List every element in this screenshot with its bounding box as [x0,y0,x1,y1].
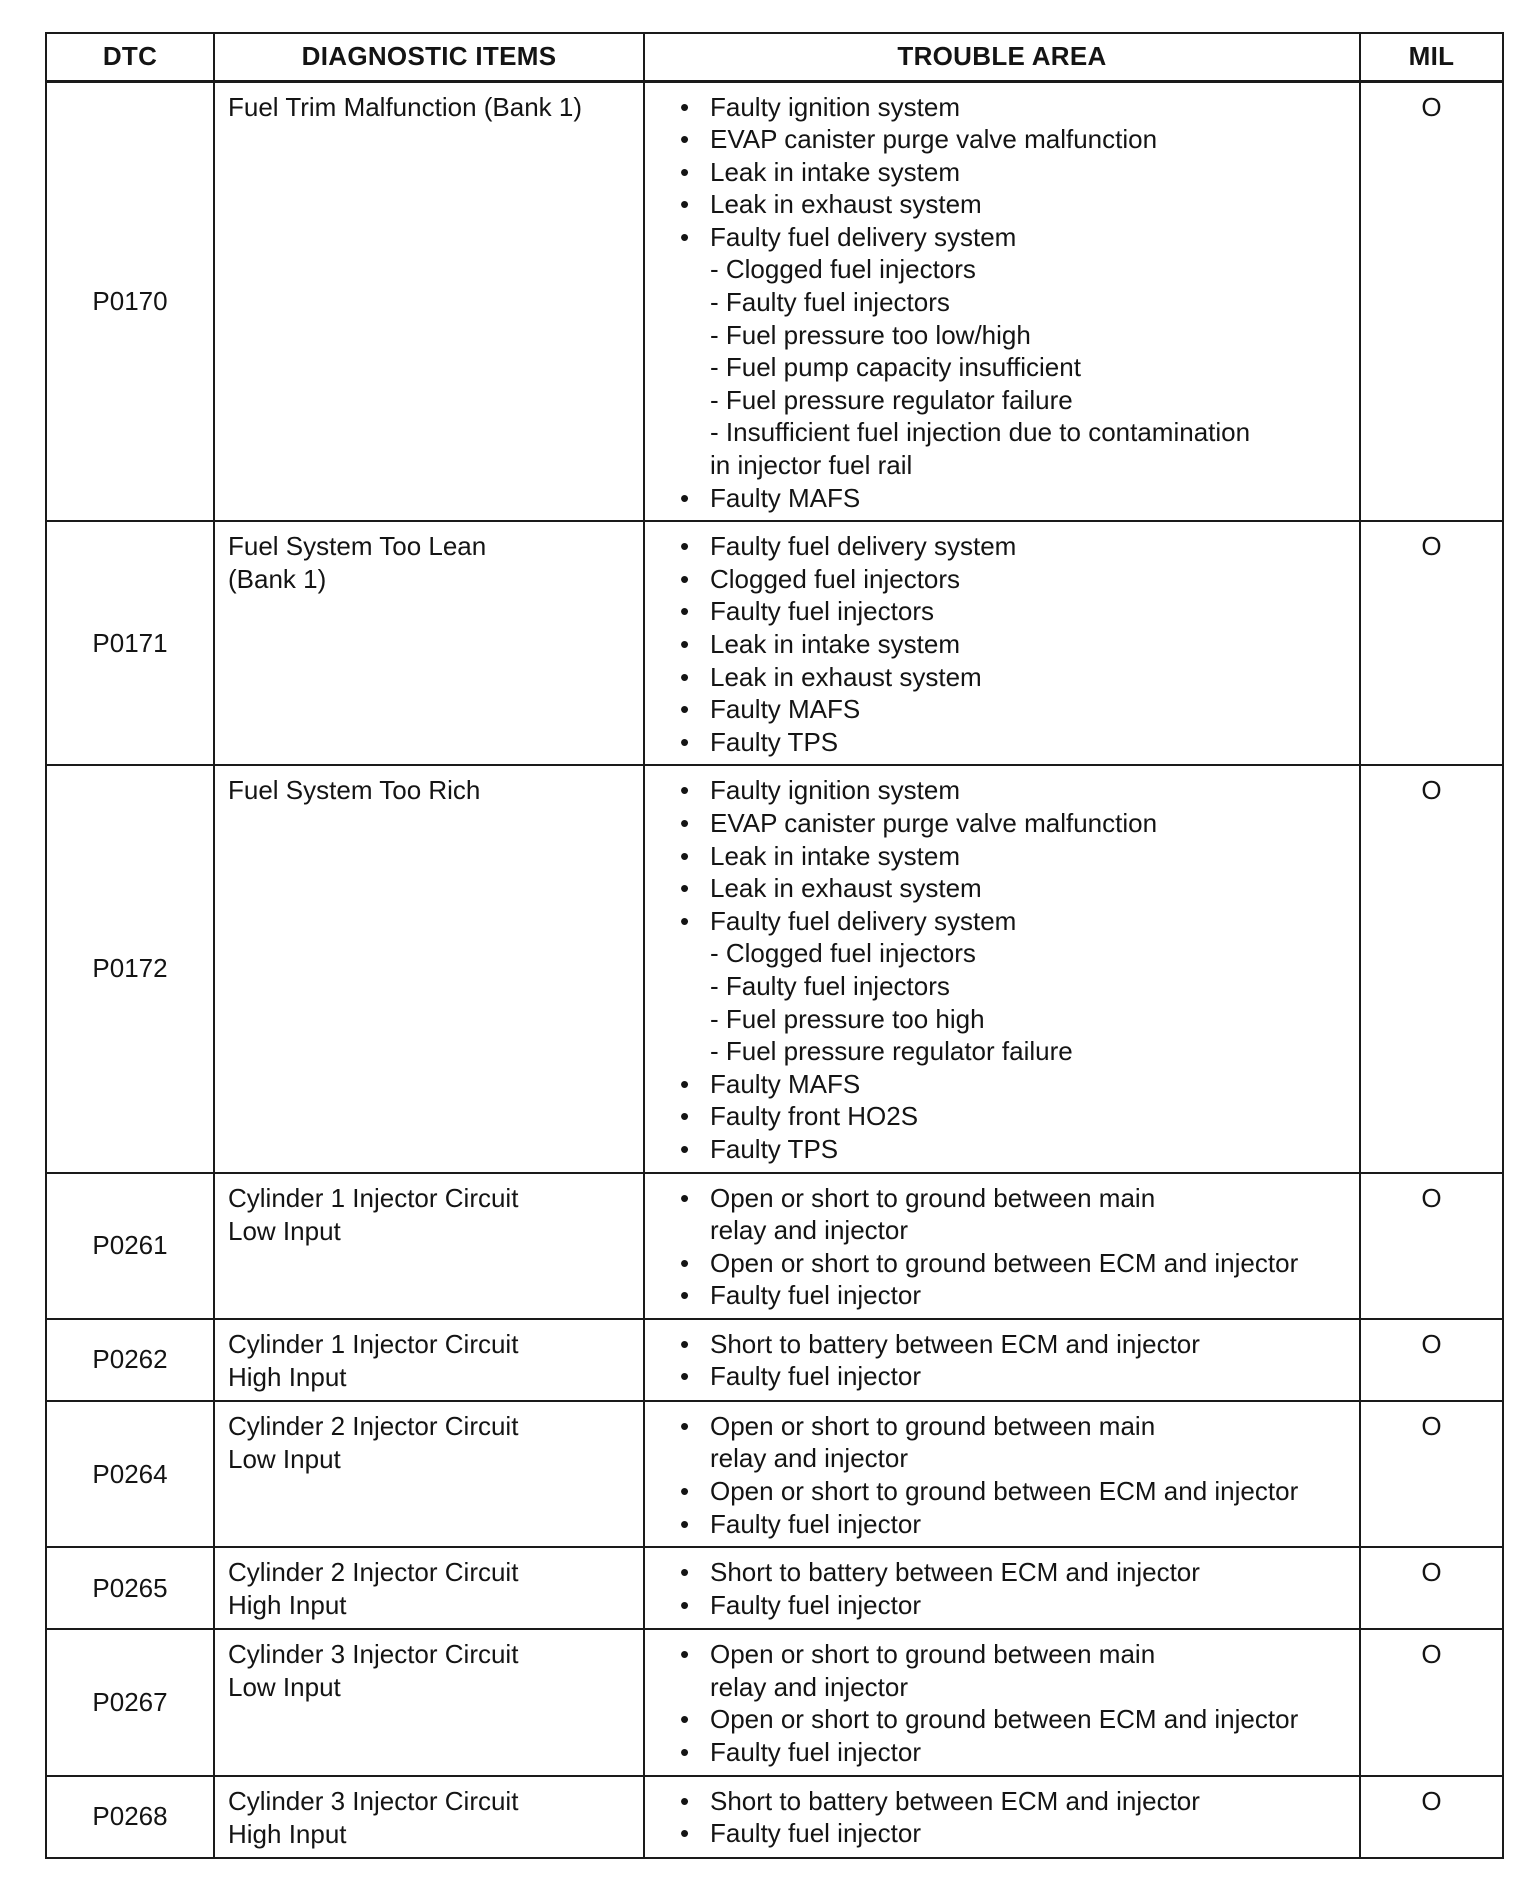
trouble-area-item: • Faulty MAFS [678,693,1351,726]
header-dtc: DTC [46,33,214,81]
trouble-area-item: • Faulty fuel injector [678,1736,1351,1769]
dtc-code: P0171 [46,521,214,765]
diagnostic-item: Cylinder 1 Injector Circuit Low Input [214,1173,644,1319]
diagnostic-item: Cylinder 2 Injector Circuit Low Input [214,1401,644,1547]
trouble-area [644,1776,1360,1858]
trouble-area-list [678,774,1351,1165]
trouble-area-item: • EVAP canister purge valve malfunction [678,123,1351,156]
trouble-area-subitem: - Faulty fuel injectors [710,287,950,318]
trouble-area-list [678,1410,1351,1540]
trouble-area-item: • Leak in exhaust system [678,661,1351,694]
trouble-area-subitem: - Fuel pressure regulator failure [710,384,1073,415]
trouble-area-list [678,1638,1351,1768]
mil-indicator: O [1360,1547,1503,1629]
trouble-area-subitem: - Fuel pressure too high [710,1003,985,1034]
trouble-area-subitem: - Faulty fuel injectors [710,970,950,1001]
trouble-area-item: • Faulty MAFS [678,482,1351,515]
trouble-area-item: • Open or short to ground between main [678,1638,1351,1671]
trouble-area-item: • Faulty fuel injector [678,1508,1351,1541]
table-row [46,1547,1503,1629]
dtc-code: P0267 [46,1629,214,1775]
trouble-area-subitem: - Clogged fuel injectors [710,254,976,285]
dtc-code: P0172 [46,765,214,1172]
trouble-area-item: • Open or short to ground between main [678,1410,1351,1443]
table-row [46,1401,1503,1547]
dtc-code: P0262 [46,1319,214,1401]
trouble-area [644,1319,1360,1401]
trouble-area-subitem: - Fuel pressure too low/high [710,319,1031,350]
mil-indicator: O [1360,765,1503,1172]
mil-indicator: O [1360,1776,1503,1858]
trouble-area-continuation: in injector fuel rail [710,450,913,481]
table-header [46,33,1503,81]
trouble-area-item: • Short to battery between ECM and injector [678,1556,1351,1589]
table-body [46,81,1503,1858]
trouble-area-item: • Faulty fuel injector [678,1817,1351,1850]
trouble-area-list [678,1328,1351,1393]
diagnostic-item: Fuel Trim Malfunction (Bank 1) [214,81,644,521]
trouble-area-item: • Faulty fuel injector [678,1589,1351,1622]
trouble-area-list [678,1556,1351,1621]
trouble-area-list [678,91,1351,515]
trouble-area-item: • Open or short to ground between ECM and injector [678,1475,1351,1508]
trouble-area-continuation: relay and injector [710,1215,908,1246]
trouble-area-item: • Faulty TPS [678,726,1351,759]
diagnostic-item: Cylinder 3 Injector Circuit Low Input [214,1629,644,1775]
mil-indicator: O [1360,81,1503,521]
mil-indicator: O [1360,521,1503,765]
trouble-area-item: • Faulty TPS [678,1133,1351,1166]
trouble-area-item: • Faulty fuel injectors [678,595,1351,628]
diagnostic-item: Fuel System Too Lean (Bank 1) [214,521,644,765]
dtc-code: P0261 [46,1173,214,1319]
trouble-area [644,521,1360,765]
trouble-area-item: • Faulty fuel delivery system [678,530,1351,563]
trouble-area-continuation: relay and injector [710,1671,908,1702]
trouble-area [644,1629,1360,1775]
diagnostic-item: Cylinder 2 Injector Circuit High Input [214,1547,644,1629]
diagnostic-item: Cylinder 1 Injector Circuit High Input [214,1319,644,1401]
mil-indicator: O [1360,1173,1503,1319]
trouble-area-subitem: - Fuel pump capacity insufficient [710,352,1081,383]
trouble-area-item: • Leak in intake system [678,156,1351,189]
header-row [46,33,1503,81]
trouble-area-item: • Faulty MAFS [678,1068,1351,1101]
trouble-area-item: • Short to battery between ECM and injector [678,1328,1351,1361]
trouble-area-list [678,1785,1351,1850]
table-row [46,521,1503,765]
table-row [46,1173,1503,1319]
table-row [46,1319,1503,1401]
trouble-area-subitem: - Clogged fuel injectors [710,938,976,969]
trouble-area-item: • Clogged fuel injectors [678,563,1351,596]
dtc-code: P0264 [46,1401,214,1547]
trouble-area-item: • Faulty fuel injector [678,1360,1351,1393]
header-diagnostic-items: DIAGNOSTIC ITEMS [214,33,644,81]
trouble-area-item: • Leak in exhaust system [678,872,1351,905]
dtc-code: P0265 [46,1547,214,1629]
diagnostic-item: Cylinder 3 Injector Circuit High Input [214,1776,644,1858]
trouble-area-subitem: - Insufficient fuel injection due to contamination [710,417,1251,448]
header-mil: MIL [1360,33,1503,81]
trouble-area-item: • Leak in intake system [678,840,1351,873]
table-row [46,765,1503,1172]
mil-indicator: O [1360,1629,1503,1775]
table-row [46,1776,1503,1858]
trouble-area [644,1547,1360,1629]
dtc-code: P0170 [46,81,214,521]
trouble-area-item: • Leak in exhaust system [678,188,1351,221]
trouble-area-item: • Faulty front HO2S [678,1100,1351,1133]
trouble-area-list [678,530,1351,758]
trouble-area-item: • EVAP canister purge valve malfunction [678,807,1351,840]
trouble-area-item: • Short to battery between ECM and injector [678,1785,1351,1818]
table-row [46,81,1503,521]
trouble-area-item: • Faulty fuel delivery system [678,221,1351,254]
trouble-area-item: • Open or short to ground between ECM and injector [678,1703,1351,1736]
trouble-area-item: • Faulty fuel injector [678,1279,1351,1312]
trouble-area [644,1173,1360,1319]
trouble-area-item: • Leak in intake system [678,628,1351,661]
trouble-area-subitem: - Fuel pressure regulator failure [710,1036,1073,1067]
trouble-area [644,1401,1360,1547]
trouble-area-item: • Faulty fuel delivery system [678,905,1351,938]
trouble-area-item: • Open or short to ground between ECM and injector [678,1247,1351,1280]
mil-indicator: O [1360,1319,1503,1401]
dtc-code: P0268 [46,1776,214,1858]
trouble-area-continuation: relay and injector [710,1443,908,1474]
dtc-table [45,32,1504,1859]
trouble-area-list [678,1182,1351,1312]
table-row [46,1629,1503,1775]
trouble-area-item: • Open or short to ground between main [678,1182,1351,1215]
trouble-area-item: • Faulty ignition system [678,774,1351,807]
diagnostic-item: Fuel System Too Rich [214,765,644,1172]
trouble-area-item: • Faulty ignition system [678,91,1351,124]
trouble-area [644,765,1360,1172]
mil-indicator: O [1360,1401,1503,1547]
trouble-area [644,81,1360,521]
header-trouble-area: TROUBLE AREA [644,33,1360,81]
